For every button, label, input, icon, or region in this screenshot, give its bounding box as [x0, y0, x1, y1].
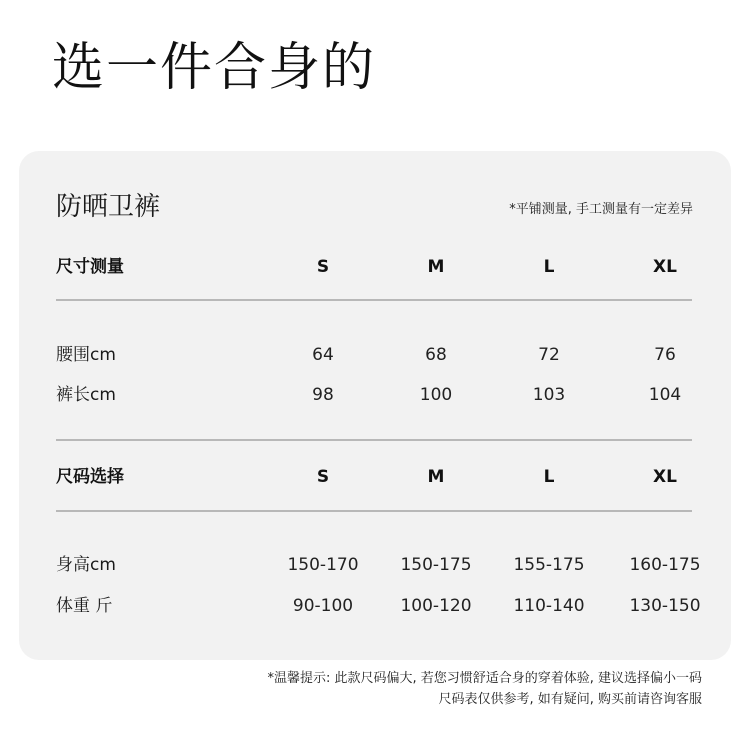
footnote	[102, 668, 702, 710]
measurement-note: *平铺测量, 手工测量有一定差异	[509, 202, 693, 217]
product-name: 防晒卫裤	[56, 192, 161, 222]
table-cell: 76	[654, 345, 676, 365]
size-col-xl: XL	[653, 257, 677, 277]
table-row	[19, 550, 731, 580]
select-table-header	[19, 462, 731, 492]
row-label-waist: 腰围cm	[56, 345, 116, 365]
size-col-s: S	[316, 467, 330, 487]
row-label-weight: 体重 斤	[56, 596, 113, 616]
table-cell: 90-100	[292, 596, 354, 616]
footnote-line-1: *温馨提示: 此款尺码偏大, 若您习惯舒适合身的穿着体验, 建议选择偏小一码	[267, 671, 702, 686]
size-col-l: L	[543, 467, 555, 487]
table-cell: 64	[312, 345, 334, 365]
table-row	[19, 380, 731, 410]
select-header-label: 尺码选择	[56, 467, 124, 487]
table-cell: 100	[419, 385, 453, 405]
section-divider	[56, 439, 692, 441]
size-col-l: L	[543, 257, 555, 277]
measure-header-divider	[56, 299, 692, 301]
measure-table-header	[19, 252, 731, 282]
table-cell: 98	[312, 385, 334, 405]
table-cell: 100-120	[400, 596, 472, 616]
table-row	[19, 591, 731, 621]
table-cell: 150-170	[287, 555, 359, 575]
size-col-s: S	[316, 257, 330, 277]
row-label-height: 身高cm	[56, 555, 116, 575]
table-cell: 110-140	[513, 596, 585, 616]
table-cell: 155-175	[513, 555, 585, 575]
measure-header-label: 尺寸测量	[56, 257, 124, 277]
table-row	[19, 340, 731, 370]
table-cell: 104	[648, 385, 682, 405]
row-label-length: 裤长cm	[56, 385, 116, 405]
table-cell: 160-175	[629, 555, 701, 575]
size-col-xl: XL	[653, 467, 677, 487]
page-headline: 选一件合身的	[52, 38, 377, 98]
table-cell: 103	[532, 385, 566, 405]
table-cell: 72	[538, 345, 560, 365]
table-cell: 130-150	[629, 596, 701, 616]
size-col-m: M	[427, 257, 445, 277]
size-chart-card	[19, 151, 731, 660]
footnote-line-2: 尺码表仅供参考, 如有疑问, 购买前请咨询客服	[438, 692, 702, 707]
table-cell: 68	[425, 345, 447, 365]
size-col-m: M	[427, 467, 445, 487]
table-cell: 150-175	[400, 555, 472, 575]
select-header-divider	[56, 510, 692, 512]
